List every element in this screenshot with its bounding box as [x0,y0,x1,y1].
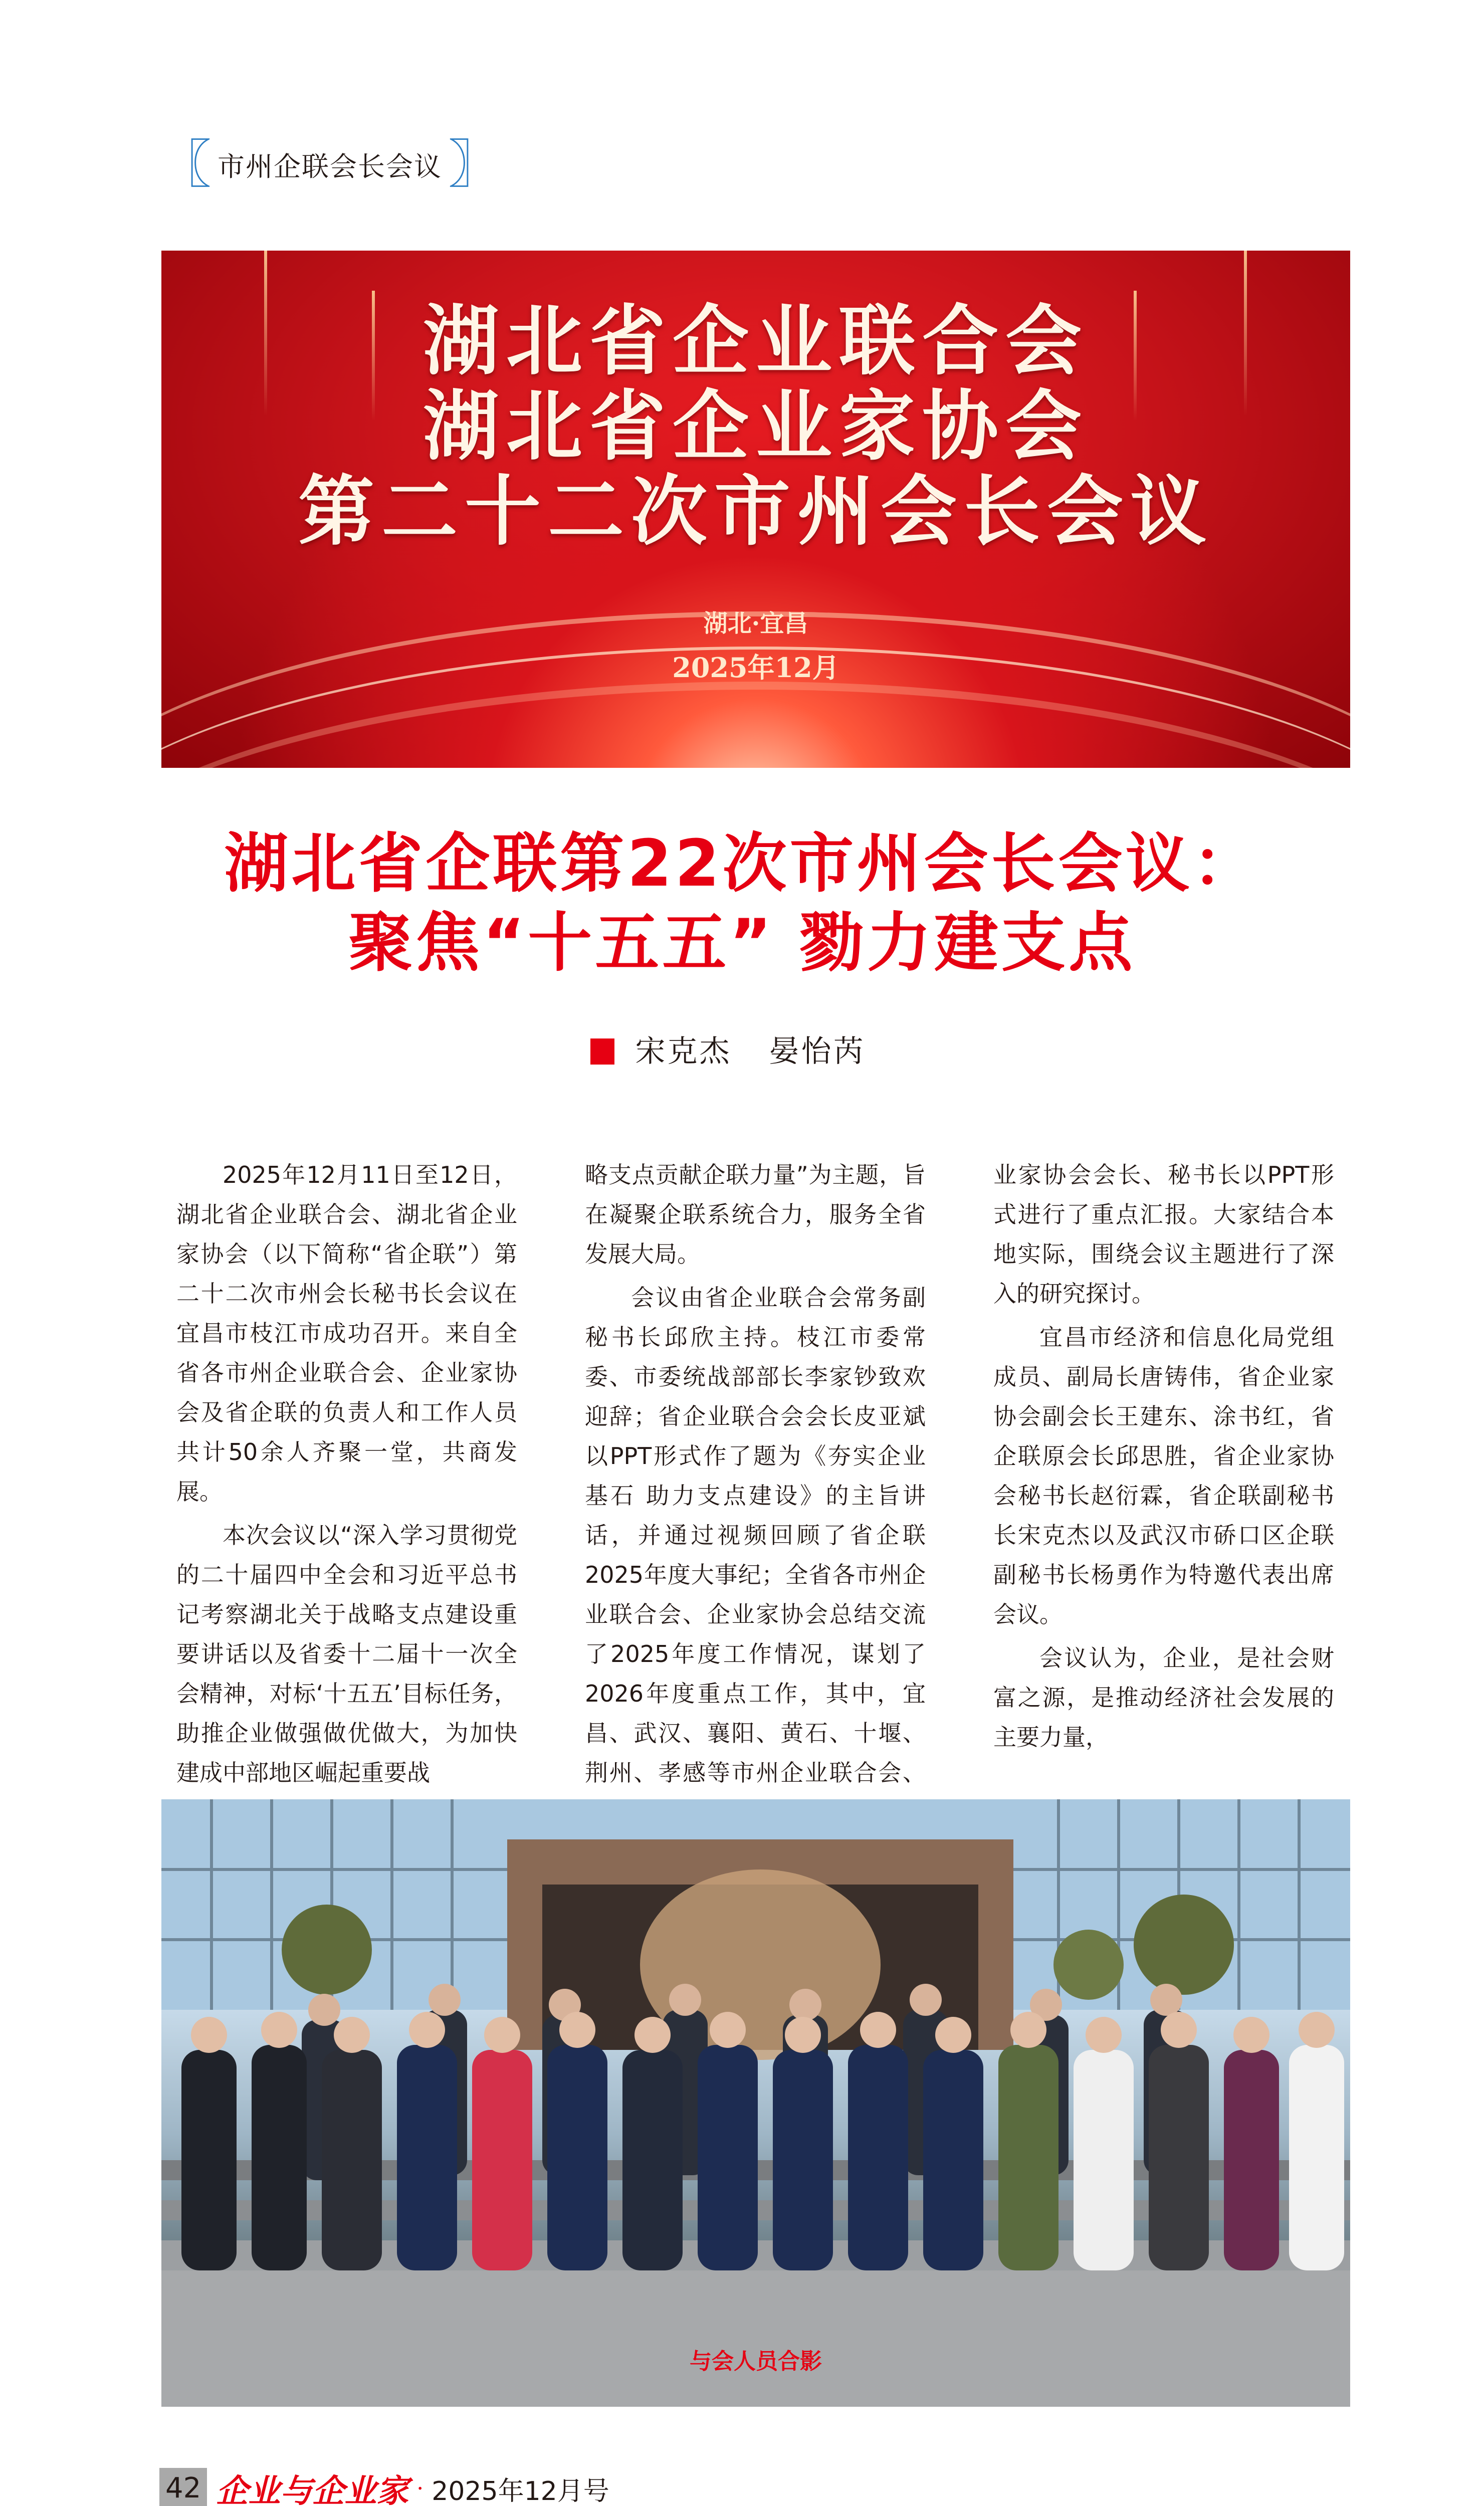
left-bracket-icon: 〖 [159,134,212,195]
page-number: 42 [159,2468,207,2506]
red-square-icon [590,1038,614,1065]
text-column-1 [176,1155,517,1797]
text-column-2 [585,1155,926,1836]
section-label: 市州企联会长会议 [218,150,443,182]
banner-title [161,298,1350,554]
headline-line-2: 聚焦“十五五” 勠力建支点 [348,906,1136,980]
article-body [176,1155,1334,1786]
banner-image [161,251,1350,768]
paragraph: 业家协会会长、秘书长以PPT形式进行了重点汇报。大家结合本地实际，围绕会议主题进行了深入的研究探讨。 [993,1161,1334,1307]
page-footer [159,2466,609,2506]
group-photo-illustration [161,1799,1350,2407]
group-photo [161,1799,1350,2407]
issue-date: 2025年12月号 [432,2476,609,2506]
banner-title-line-3: 第二十二次市州会长会议 [298,466,1213,556]
banner-date: 2025年12月 [672,652,839,684]
section-tag [159,134,500,194]
photo-caption: 与会人员合影 [690,2349,822,2374]
banner-title-line-2: 湖北省企业家协会 [423,381,1089,471]
separator-dot: · [416,2475,424,2501]
magazine-logo: 企业与企业家 [216,2472,409,2506]
paragraph: 会议认为，企业，是社会财富之源，是推动经济社会发展的主要力量， [993,1644,1334,1751]
byline [0,1027,1484,1071]
banner-title-line-1: 湖北省企业联合会 [423,296,1089,385]
paragraph: 略支点贡献企联力量”为主题，旨在凝聚企联系统合力，服务全省发展大局。 [585,1161,926,1268]
paragraph: 会议由省企业联合会常务副秘书长邱欣主持。枝江市委常委、市委统战部部长李家钞致欢迎辞；省企业联合会会长皮亚斌以PPT形式作了题为《夯实企业基石 助力支点建设》的主旨讲话，并通过视频回顾了省企联2025年度大事纪；全省各市州企业联合会、企业家协会总结交流了2025年度工作情况，谋划了2026年度重点工作，其中，宜昌、武汉、襄阳、黄石、十堰、荆州、孝感等市州企业联合会、 [585,1284,926,1786]
banner-location: 湖北·宜昌 [703,609,808,638]
article-headline [0,824,1484,983]
paragraph: 宜昌市经济和信息化局党组成员、副局长唐铸伟，省企业家协会副会长王建东、涂书红，省企联原会长邱思胜，省企业家协会秘书长赵衍霖，省企联副秘书长宋克杰以及武汉市硚口区企联副秘书长杨勇作为特邀代表出席会议。 [993,1324,1334,1628]
text-column-3 [993,1155,1334,1761]
author-name: 宋克杰 [635,1034,732,1069]
headline-line-1: 湖北省企联第22次市州会长会议： [224,826,1260,901]
author-name: 晏怡芮 [769,1034,866,1069]
right-bracket-icon: 〗 [448,134,501,195]
paragraph: 2025年12月11日至12日，湖北省企业联合会、湖北省企业家协会（以下简称“省企联”）第二十二次市州会长秘书长会议在宜昌市枝江市成功召开。来自全省各市州企业联合会、企业家协会及省企联的负责人和工作人员共计50余人齐聚一堂，共商发展。 [176,1161,517,1505]
paragraph: 本次会议以“深入学习贯彻党的二十届四中全会和习近平总书记考察湖北关于战略支点建设重要讲话以及省委十二届十一次全会精神，对标‘十五五’目标任务，助推企业做强做优做大，为加快建成中部地区崛起重要战 [176,1522,517,1786]
